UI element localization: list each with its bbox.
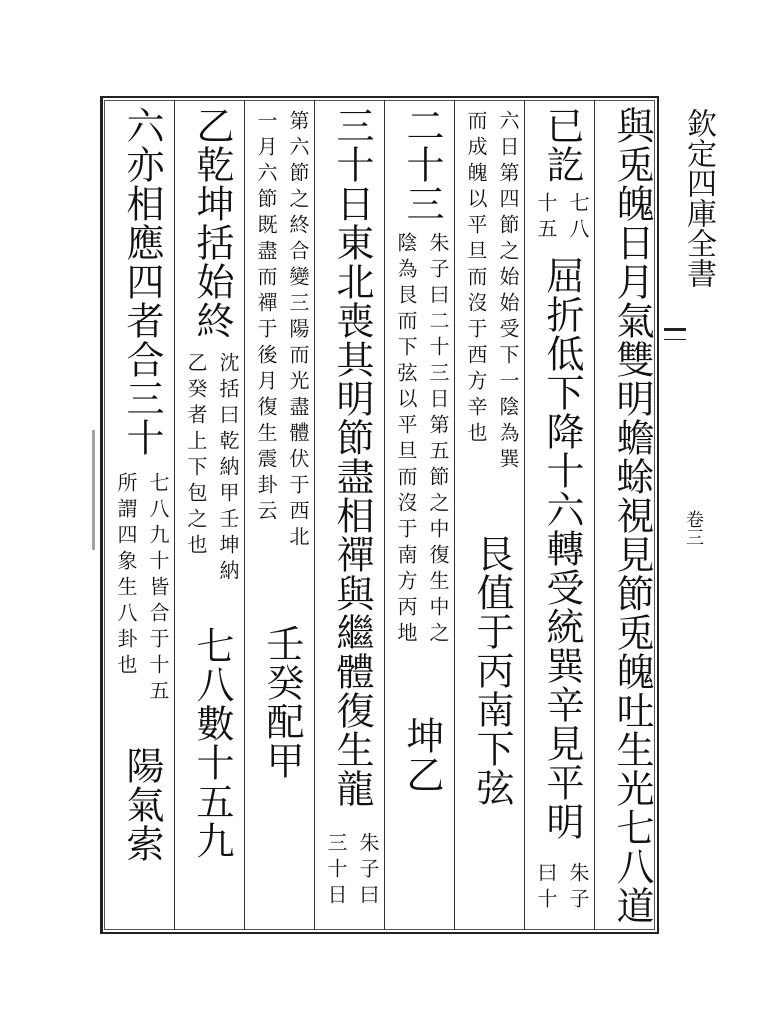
main-text: 屈折低下降十六轉受統巽辛見平明 bbox=[540, 256, 584, 841]
commentary-text-left: 曰十 bbox=[534, 862, 558, 914]
text-column-7 bbox=[178, 106, 250, 926]
main-text: 六亦相應四者合三十 bbox=[120, 106, 164, 457]
main-text: 乙乾坤括始終 bbox=[190, 106, 234, 340]
commentary-text-left: 陰為艮而下弦以平旦而沒于南方丙地 bbox=[394, 232, 418, 648]
main-text: 陽氣索 bbox=[120, 746, 164, 863]
text-column-5 bbox=[318, 106, 390, 926]
commentary-text-right: 六日第四節之始始受下一陰為巽 bbox=[496, 110, 520, 474]
commentary-text-right: 朱子曰二十三日第五節之中復生中之 bbox=[426, 232, 450, 648]
text-column-1 bbox=[598, 106, 670, 926]
book-title: 欽定四庫全書 bbox=[681, 108, 716, 288]
commentary-text-left: 十五 bbox=[534, 192, 558, 244]
volume-label: 卷三 bbox=[683, 510, 704, 546]
main-text: 三十日東北喪其明節盡相禪與繼體復生龍 bbox=[330, 106, 374, 808]
commentary-text-right: 七八九十皆合于十五 bbox=[146, 472, 170, 706]
main-text: 七八數十五九 bbox=[190, 626, 234, 860]
main-text: 已訖 bbox=[540, 106, 584, 184]
main-text: 艮值于丙南下弦 bbox=[470, 534, 514, 807]
text-column-3 bbox=[458, 106, 530, 926]
commentary-text-right: 沈括曰乾納甲壬坤納 bbox=[216, 352, 240, 586]
text-column-2 bbox=[528, 106, 600, 926]
main-text: 壬癸配甲 bbox=[260, 624, 304, 780]
commentary-text-left: 所謂四象生八卦也 bbox=[114, 472, 138, 680]
commentary-text-right: 朱子 bbox=[566, 862, 590, 914]
text-column-6 bbox=[248, 106, 320, 926]
commentary-text-right: 第六節之終合變三陽而光盡體伏于西北 bbox=[286, 110, 310, 552]
commentary-text-left: 而成魄以平旦而沒于西方辛也 bbox=[464, 110, 488, 448]
commentary-text-left: 乙癸者上下包之也 bbox=[184, 352, 208, 560]
binding-edge bbox=[92, 430, 95, 550]
main-text: 坤乙 bbox=[400, 716, 444, 794]
text-column-4 bbox=[388, 106, 460, 926]
commentary-text-right: 朱子曰 bbox=[356, 832, 380, 910]
commentary-text-left: 一月六節既盡而禪于後月復生震卦云 bbox=[254, 110, 278, 526]
commentary-text-right: 七八 bbox=[566, 192, 590, 244]
main-text: 二十三 bbox=[400, 106, 444, 223]
commentary-text-left: 三十日 bbox=[324, 832, 348, 910]
main-text: 與兎魄日月氣雙明蟾蜍視見節兎魄吐生光七八道 bbox=[610, 106, 654, 925]
text-column-8 bbox=[108, 106, 180, 926]
